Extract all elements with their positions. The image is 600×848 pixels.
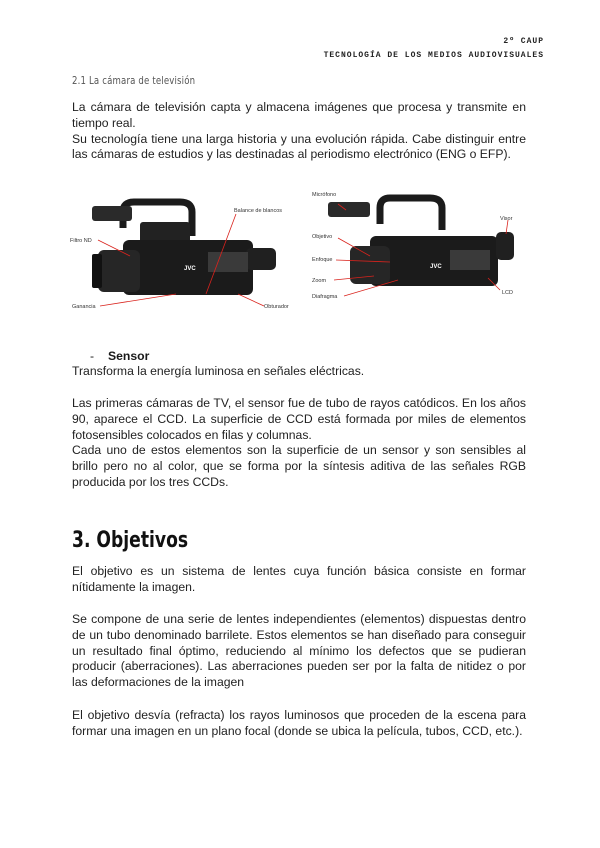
intro-line-2: Su tecnología tiene una larga historia y una evolución rápida. Cabe distinguir entre las cámaras de estudios y las destinadas al periodismo electrónico (ENG o EFP). — [72, 131, 526, 162]
microphone-shape — [328, 202, 370, 217]
camera-figure-left — [68, 190, 300, 320]
header-subject: TECNOLOGÍA DE LOS MEDIOS AUDIOVISUALES — [323, 51, 544, 60]
label-balance-blancos: Balance de blancos — [234, 208, 283, 214]
label-ganancia: Ganancia — [72, 304, 96, 310]
header-course: 2º CAUP — [503, 37, 544, 46]
label-visor: Visor — [500, 216, 513, 222]
side-panel — [450, 250, 490, 270]
sensor-elements: Cada uno de estos elementos son la superficie de un sensor y son sensibles al brillo pero no al color, que se forma por la síntesis aditiva de las señales RGB producida por los tres CCDs. — [72, 443, 526, 489]
label-obturador: Obturador — [264, 304, 289, 310]
side-panel — [208, 252, 248, 272]
label-diafragma: Diafragma — [312, 294, 338, 300]
objetivos-paragraph-3: El objetivo desvía (refracta) los rayos luminosos que proceden de la escena para formar una imagen en un plano focal (donde se ubica la película, tubos, CCD, etc.). — [72, 708, 526, 738]
sensor-history: Las primeras cámaras de TV, el sensor fue de tubo de rayos catódicos. En los años 90, aparece el CCD. La superficie de CCD está formada por miles de elementos fotosensibles colocados en filas y columnas. — [72, 396, 526, 442]
sensor-paragraph-2 — [72, 396, 526, 491]
intro-line-1: La cámara de televisión capta y almacena imágenes que procesa y transmite en tiempo real. — [72, 100, 526, 130]
sensor-paragraph-1: Transforma la energía luminosa en señales eléctricas. — [72, 364, 365, 378]
objetivos-paragraph-1: El objetivo es un sistema de lentes cuya función básica consiste en formar nítidamente la imagen. — [72, 564, 526, 594]
objetivos-paragraph-2: Se compone de una serie de lentes independientes (elementos) dispuestas dentro de un tubo denominado barrilete. Estos elementos se han diseñado para conseguir un resultado final óptimo, reduciendo al mínimo los defectos que se pudieran producir (aberraciones). Las aberraciones pueden ser por la falta de nitidez o por las deformaciones de la imagen — [72, 612, 526, 690]
viewfinder — [496, 232, 514, 260]
camera-handle — [380, 198, 442, 230]
brand-logo: JVC — [430, 264, 442, 270]
sensor-title: Sensor — [108, 349, 150, 363]
sensor-bullet — [90, 349, 149, 363]
camera-figure-right — [310, 190, 530, 310]
camera-diagram-right — [310, 190, 530, 310]
label-filtro-nd: Filtro ND — [70, 238, 92, 244]
label-zoom: Zoom — [312, 278, 327, 284]
bullet-dash: - — [90, 349, 95, 363]
label-microfono: Micrófono — [312, 192, 337, 198]
microphone-shape — [92, 206, 132, 221]
intro-paragraph — [72, 100, 526, 163]
brand-logo: JVC — [184, 266, 196, 272]
camera-lens — [98, 250, 140, 292]
label-objetivo: Objetivo — [312, 234, 333, 240]
viewfinder — [246, 248, 276, 270]
section-heading: 2.1 La cámara de televisión — [72, 74, 196, 87]
objetivos-heading: 3. Objetivos — [72, 528, 189, 553]
lens-hood — [92, 254, 102, 288]
camera-diagram-left — [68, 190, 300, 320]
label-enfoque: Enfoque — [312, 257, 333, 263]
camera-lens — [350, 246, 390, 284]
label-lcd: LCD — [502, 290, 514, 296]
